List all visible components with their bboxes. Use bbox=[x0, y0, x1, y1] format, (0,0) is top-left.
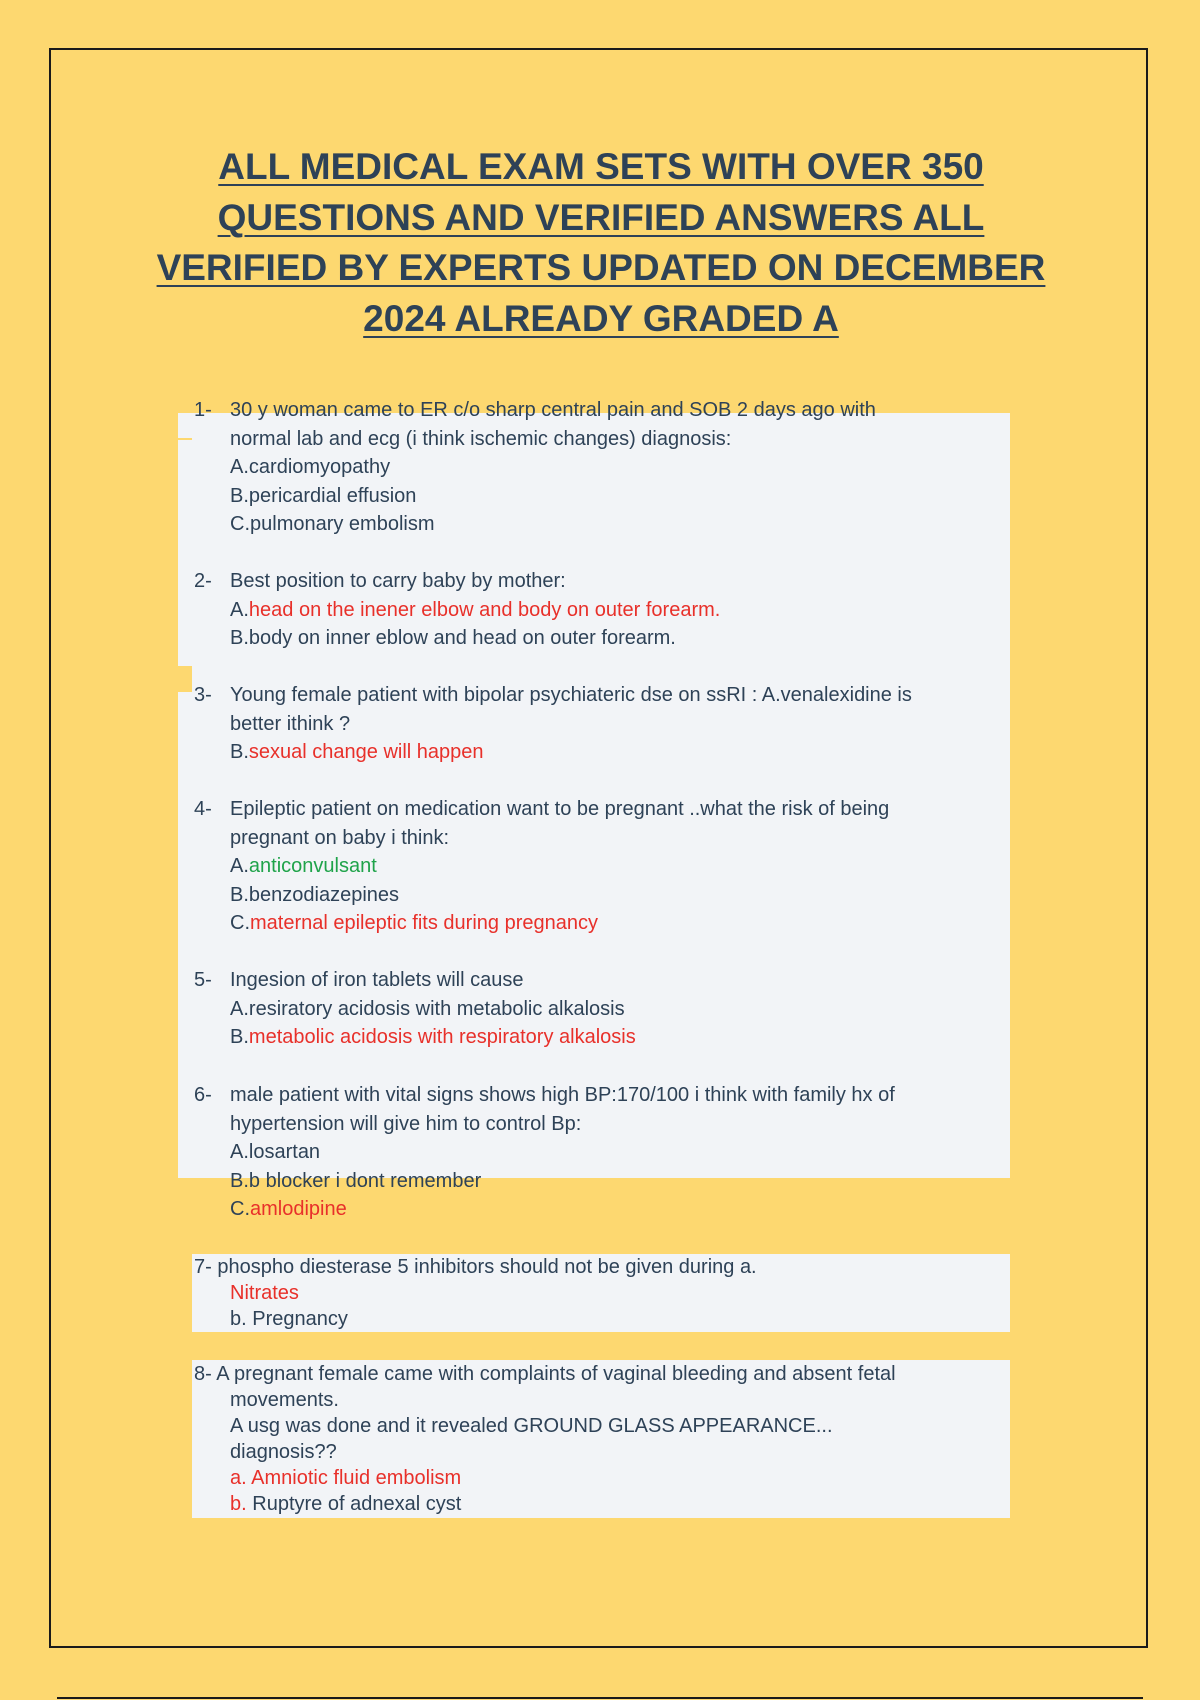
answer-option-correct: a. Amniotic fluid embolism bbox=[230, 1467, 462, 1489]
question-number: 2- bbox=[194, 570, 212, 592]
question-stem: 7- phospho diesterase 5 inhibitors should not be given during a. bbox=[194, 1256, 757, 1278]
question-stem: A usg was done and it revealed GROUND GLASS APPEARANCE... bbox=[230, 1415, 833, 1437]
question-1 bbox=[194, 396, 1014, 539]
question-8 bbox=[194, 1361, 1014, 1517]
question-number: 4- bbox=[194, 798, 212, 820]
question-stem: pregnant on baby i think: bbox=[230, 826, 450, 849]
question-number: 1- bbox=[194, 399, 212, 421]
question-stem: normal lab and ecg (i think ischemic changes) diagnosis: bbox=[230, 427, 732, 450]
answer-option: B.pericardial effusion bbox=[230, 484, 417, 507]
answer-option: b. Pregnancy bbox=[230, 1308, 348, 1330]
question-stem: Best position to carry baby by mother: bbox=[230, 570, 566, 592]
question-number: 5- bbox=[194, 969, 212, 991]
question-stem: hypertension will give him to control Bp: bbox=[230, 1112, 582, 1135]
answer-option-correct: B.metabolic acidosis with respiratory alkalosis bbox=[230, 1026, 636, 1048]
question-3 bbox=[194, 681, 1014, 767]
panel-notch-top bbox=[178, 413, 192, 438]
answer-option: B.body on inner eblow and head on outer forearm. bbox=[230, 627, 676, 649]
question-stem: 8- A pregnant female came with complaints of vaginal bleeding and absent fetal bbox=[194, 1363, 896, 1385]
answer-option: B.benzodiazepines bbox=[230, 883, 400, 906]
question-stem: better ithink ? bbox=[230, 712, 351, 735]
question-7 bbox=[194, 1254, 1014, 1332]
answer-option-correct: B.sexual change will happen bbox=[230, 741, 484, 763]
answer-option-green: A.anticonvulsant bbox=[230, 855, 377, 877]
question-number: 6- bbox=[194, 1084, 212, 1106]
question-stem: male patient with vital signs shows high BP:170/100 i think with family hx of bbox=[230, 1084, 895, 1106]
question-stem: Epileptic patient on medication want to be pregnant ..what the risk of being bbox=[230, 798, 890, 820]
question-4 bbox=[194, 795, 1014, 938]
answer-option-correct: C.amlodipine bbox=[230, 1198, 347, 1220]
answer-option-correct: A.head on the inener elbow and body on outer forearm. bbox=[230, 598, 721, 621]
answer-option-correct: C.maternal epileptic fits during pregnancy bbox=[230, 912, 598, 934]
question-6 bbox=[194, 1081, 1014, 1224]
answer-option: B.b blocker i dont remember bbox=[230, 1169, 482, 1192]
question-stem: Young female patient with bipolar psychiateric dse on ssRI : A.venalexidine is bbox=[230, 684, 912, 706]
question-stem: movements. bbox=[230, 1389, 339, 1411]
question-stem: Ingesion of iron tablets will cause bbox=[230, 969, 524, 991]
answer-option: A.resiratory acidosis with metabolic alkalosis bbox=[230, 997, 625, 1020]
answer-option: A.losartan bbox=[230, 1141, 321, 1163]
panel-notch-low bbox=[178, 692, 192, 1178]
question-number: 3- bbox=[194, 684, 212, 706]
document-title: ALL MEDICAL EXAM SETS WITH OVER 350 QUESTIONS AND VERIFIED ANSWERS ALL VERIFIED BY EXPERTS UPDATED ON DECEMBER 2024 ALREADY GRADED A bbox=[156, 146, 1046, 339]
answer-option: A.cardiomyopathy bbox=[230, 456, 391, 478]
question-stem: 30 y woman came to ER c/o sharp central pain and SOB 2 days ago with bbox=[230, 399, 876, 421]
panel-notch-mid bbox=[178, 440, 192, 666]
question-5 bbox=[194, 966, 1014, 1052]
question-stem: diagnosis?? bbox=[230, 1441, 337, 1463]
bottom-rule bbox=[57, 1697, 1143, 1699]
question-2 bbox=[194, 567, 1014, 653]
answer-option-correct: Nitrates bbox=[230, 1282, 299, 1304]
answer-option: C.pulmonary embolism bbox=[230, 513, 435, 535]
answer-option: b. Ruptyre of adnexal cyst bbox=[230, 1493, 462, 1515]
